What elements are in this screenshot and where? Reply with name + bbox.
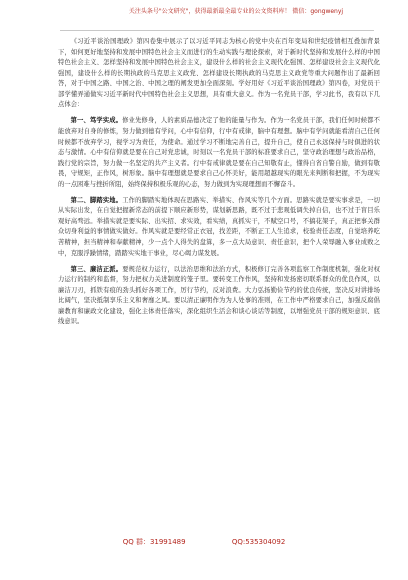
promo-header-text: 关注头条号"公文研究"，获得最新最全最专业的公文资料库！ 微信：gongwenyj bbox=[128, 8, 344, 15]
document-body bbox=[58, 37, 380, 328]
section-third bbox=[58, 265, 380, 328]
section-title: 第二、脚踏实地。 bbox=[70, 196, 123, 204]
section-body: 修业先修身，人的素质品德决定了他的能量与作为。作为一名党员干部，我们任何时候都不能放弃对自身的修炼，努力做到德有学问，心中有信仰，行中有戒律，脑中有理想。脑中有学问就能看清自己任何时候都不放弃学习，视学习为责任，为使命。通过学习不断地完善自己，提升自己，使自己永远保持与时俱进的状态与激情。心中有信仰就是要在自己对党忠诚，时刻以一名党员干部的标准要求自己，坚守政治理想与政治品格，践行党的宗旨，努力做一名坚定的共产主义者。行中有戒律就是要在自己知敬有止，懂得自省自警自励，做到有敬畏，守规矩，正作风，树形象。脑中有理想就是要求自己心怀美好，能用超越现实的眼光来判断和把握，不为现实的一点困难与挫折所阻，始终保持积极乐观的心态，努力做到为实现理想而不懈奋斗。 bbox=[58, 117, 381, 188]
section-title: 第一、笃学实成。 bbox=[70, 117, 123, 125]
section-body: 工作的脚踏实地体现在思路实、举措实、作风实等几个方面。思路实就是要实事求是，一切从实际出发，在自觉把握新常态的前提下顺应新形势，谋划新思路，既不过于悲观低调失掉自信，也不过于盲目乐观好高骛远。举措实就是要实际、出实招、求实效，看实绩，真抓实干，不赋空口号，不搞花架子，真正把事关群众切身利益的事情做实做好。作风实就是要经常正衣冠，找差距，不断正工人生追求，校验责任态度，自觉培养吃苦精神，担当精神和奉献精神，少一点个人得失的盘算，多一点大局意识、责任意识，把个人荣辱融入事业成败之中，克服浮躁情绪，踏踏实实地干事业，尽心竭力谋发展。 bbox=[58, 196, 381, 257]
contact-footer bbox=[0, 537, 408, 547]
header-divider bbox=[60, 30, 374, 31]
qq-group-number: QQ 群：31991489 bbox=[122, 538, 186, 546]
section-first bbox=[58, 116, 380, 190]
section-title: 第三、廉洁正派。 bbox=[70, 265, 123, 273]
section-body: 要规范权力运行，以法治思维和法治方式，积极修订完善各项监察工作制度机制，强化对权力运行的制约和监督，努力把权力关进制度的笼子里。要转变工作作风，坚持和发扬密切联系群众的优良作风，以廉洁刀刃，抓铁有痕的劲头抓好各项工作，厉行节约，反对浪费。大力弘扬勤俭节约的优良传统，坚决反对讲排场比阔气，坚决抵制享乐主义和奢靡之风。要以清正廉明作为为人处事的准则，在工作中严格要求自己，加强反腐倡廉教育和廉政文化建设，强化主体责任落实，深化组织生活会和谈心谈话等制度，以增强党员干部的规矩意识、底线意识。 bbox=[58, 265, 381, 326]
qq-number: QQ:535304092 bbox=[231, 538, 286, 546]
section-second bbox=[58, 196, 380, 259]
promo-header bbox=[96, 8, 376, 16]
intro-paragraph: 《习近平谈治国理政》第四卷集中展示了以习近平同志为核心的党中央在百年变局和世纪疫情相互叠加背景下，如何更好地坚持和发展中国特色社会主义而进行的生动实践与理论探索，对于新时代坚持和发展什么样的中国特色社会主义、怎样坚持和发展中国特色社会主义，建设什么样的社会主义现代化强国、怎样建设社会主义现代化强国，建设什么样的长期执政的马克思主义政党、怎样建设长期执政的马克思主义政党等重大问题作出了最新回答，对于中国之路、中国之治、中国之理的阐发更加全面深刻。学好用好《习近平谈治国理政》第四卷，对党员干部学懂弄通做实习近平新时代中国特色社会主义思想，具有重大意义。作为一名党员干部，学习此书，我有以下几点体会： bbox=[58, 38, 380, 109]
